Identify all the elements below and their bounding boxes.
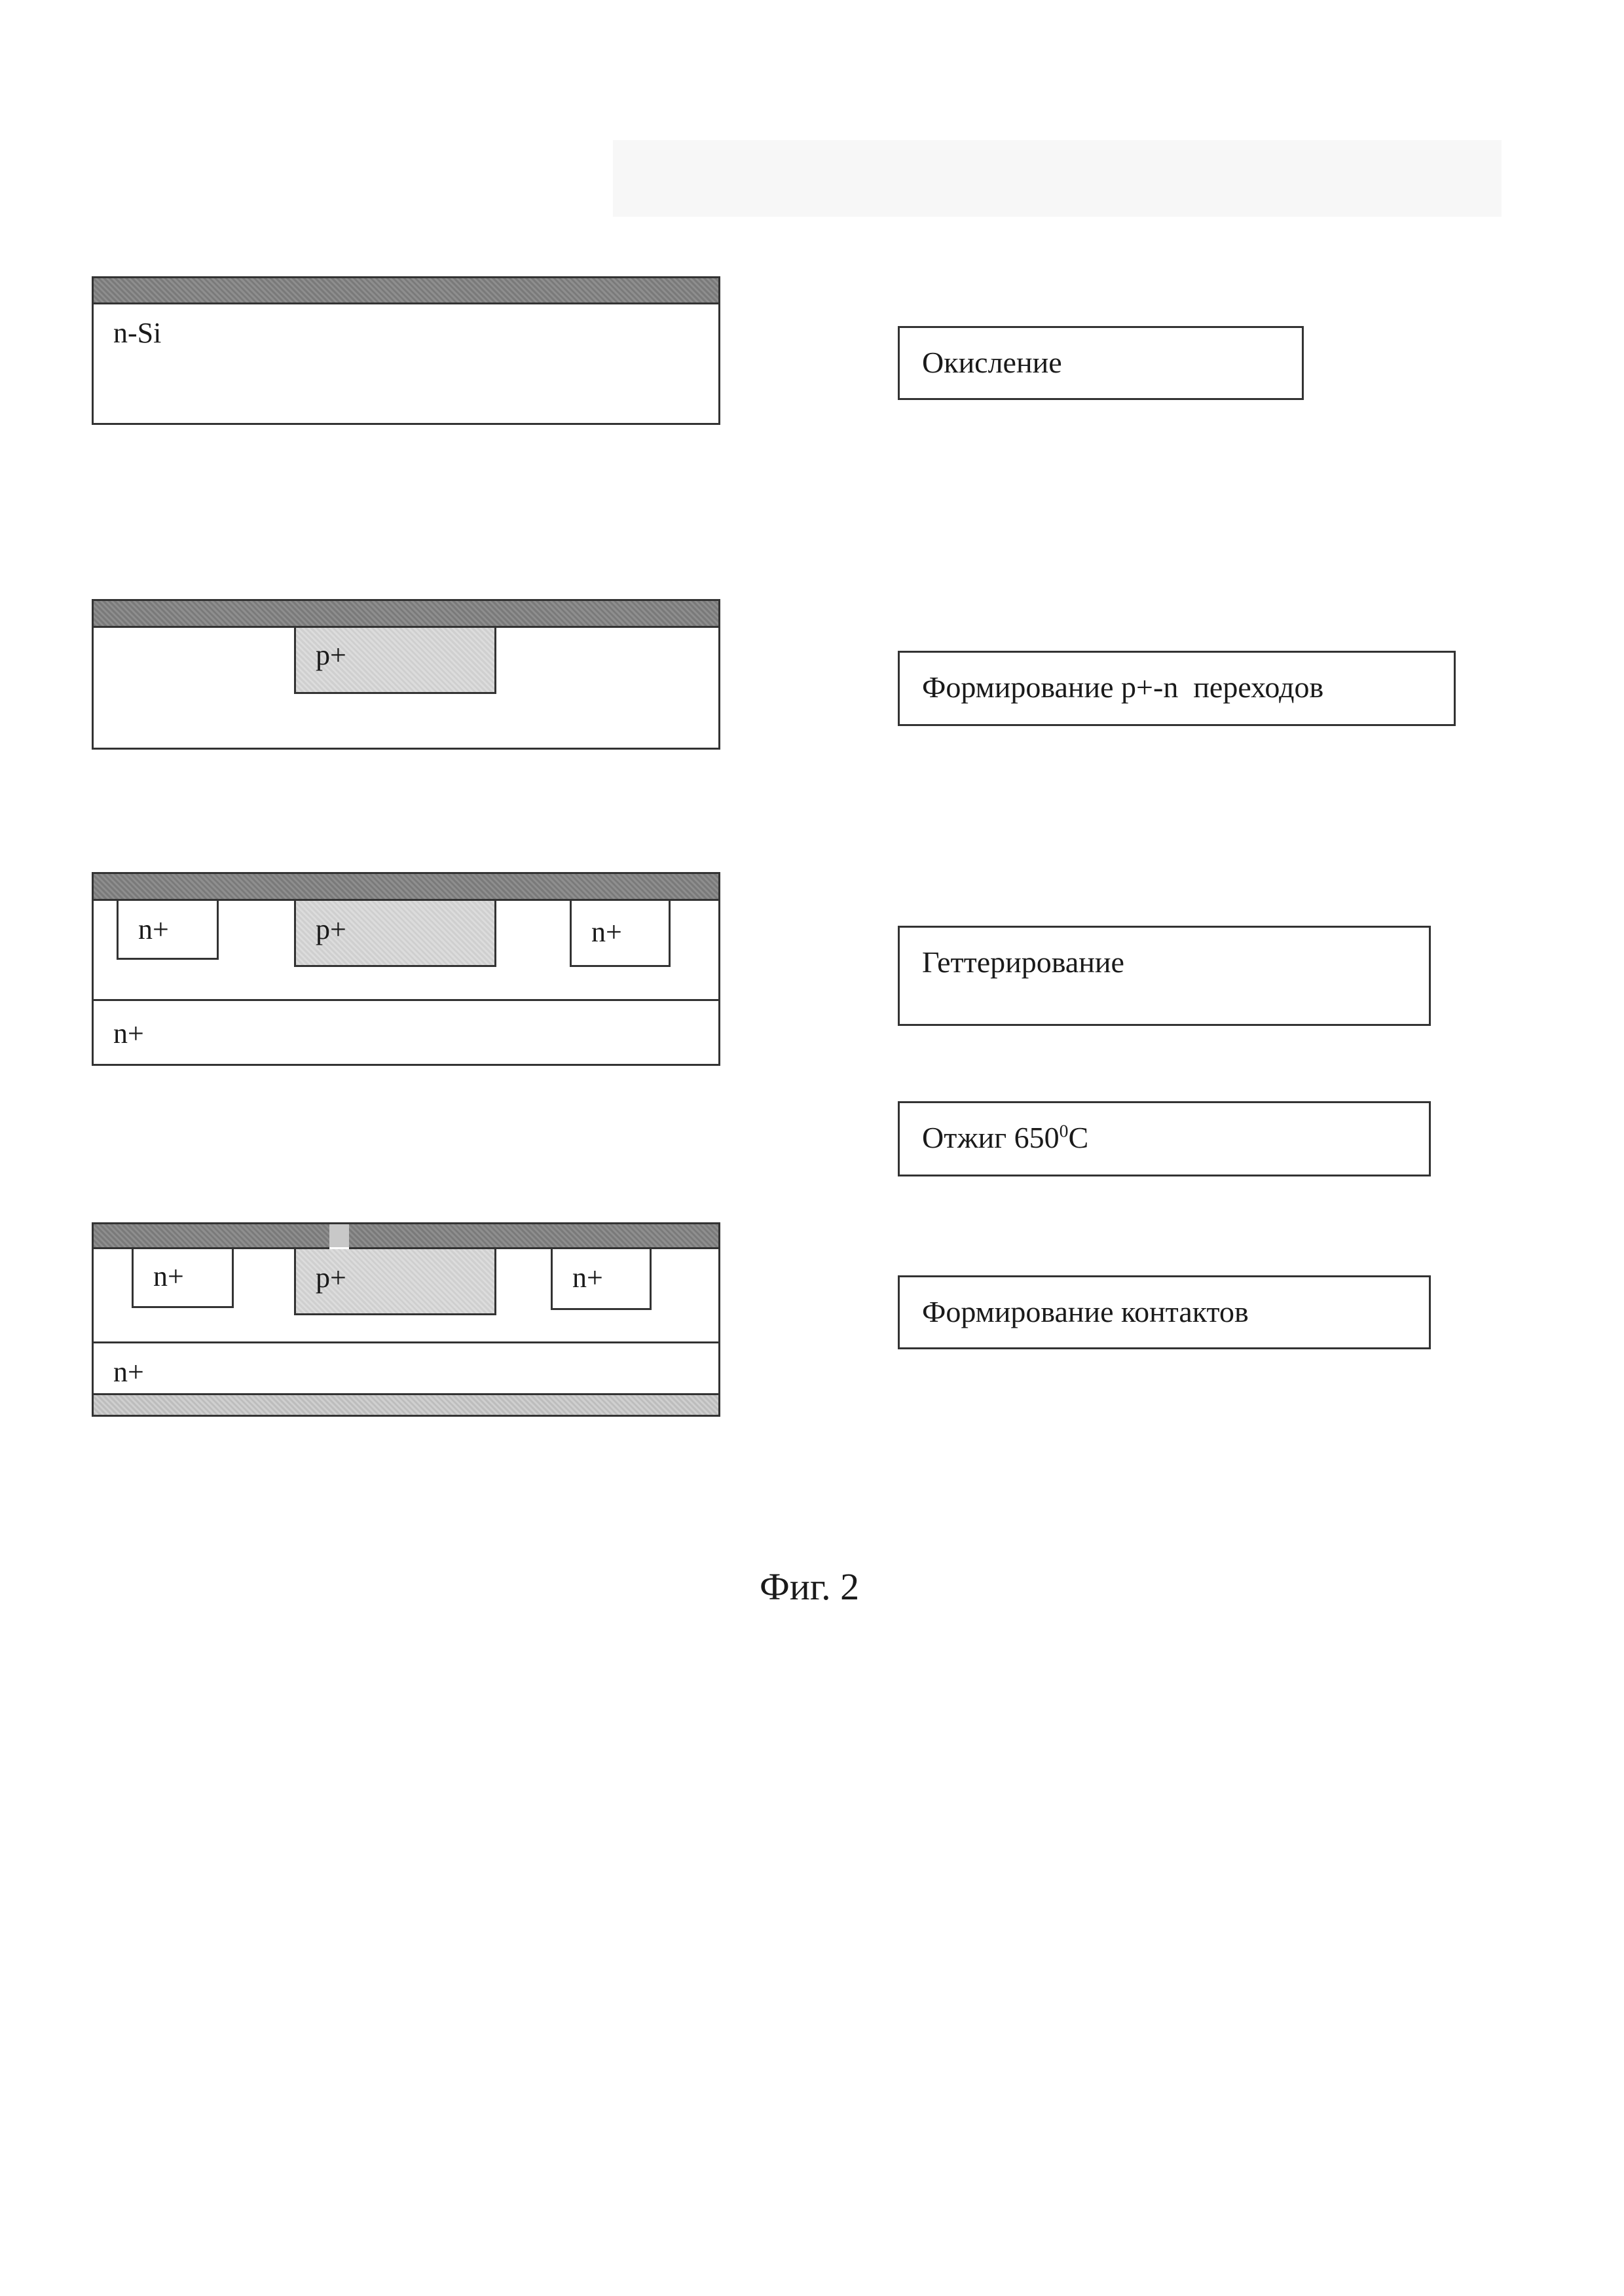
n-plus-label: n+ <box>138 915 169 944</box>
step-box-contacts <box>898 1275 1431 1349</box>
step-label: Формирование p+-n переходов <box>922 670 1323 704</box>
oxide-layer-right <box>349 1224 718 1249</box>
p-plus-region <box>294 628 496 694</box>
figure-caption: Фиг. 2 <box>760 1565 859 1609</box>
step-box-gettering <box>898 926 1431 1026</box>
oxide-layer <box>94 874 718 901</box>
step-label: Окисление <box>922 345 1062 380</box>
n-plus-region-right <box>570 901 671 967</box>
p-plus-label: p+ <box>316 641 346 670</box>
n-plus-region-left <box>132 1249 234 1308</box>
n-plus-region-left <box>117 901 219 960</box>
oxide-layer <box>94 278 718 304</box>
step-label-tail: C <box>1068 1121 1088 1154</box>
p-plus-label: p+ <box>316 1264 346 1292</box>
p-plus-label: p+ <box>316 915 346 944</box>
back-contact-metal <box>94 1393 718 1415</box>
wafer-diagram-oxidation <box>92 276 720 425</box>
n-plus-region-right <box>551 1249 652 1310</box>
step-box-oxidation <box>898 326 1304 400</box>
n-plus-layer-boundary <box>94 999 718 1001</box>
substrate-label: n-Si <box>113 319 161 348</box>
p-plus-region <box>294 1249 496 1315</box>
n-plus-label: n+ <box>572 1264 603 1292</box>
p-plus-region <box>294 901 496 967</box>
wafer-diagram-pn-junction <box>92 599 720 750</box>
contact-opening <box>329 1224 349 1247</box>
n-plus-label: n+ <box>591 918 622 947</box>
wafer-diagram-gettering <box>92 872 720 1066</box>
oxide-layer-left <box>94 1224 329 1249</box>
step-box-pn-junction <box>898 651 1456 726</box>
oxide-layer <box>94 601 718 628</box>
wafer-diagram-contacts <box>92 1222 720 1417</box>
n-plus-label: n+ <box>153 1262 184 1291</box>
step-label: Формирование контактов <box>922 1294 1249 1329</box>
faint-scan-strip <box>613 140 1502 217</box>
step-box-annealing <box>898 1101 1431 1176</box>
step-label <box>922 1120 1088 1155</box>
n-plus-layer-boundary <box>94 1341 718 1343</box>
n-plus-bottom-label: n+ <box>113 1019 144 1048</box>
n-plus-bottom-label: n+ <box>113 1358 144 1387</box>
step-label: Геттерирование <box>922 945 1124 979</box>
step-label-main: Отжиг 650 <box>922 1121 1060 1154</box>
step-label-superscript: 0 <box>1060 1121 1069 1141</box>
